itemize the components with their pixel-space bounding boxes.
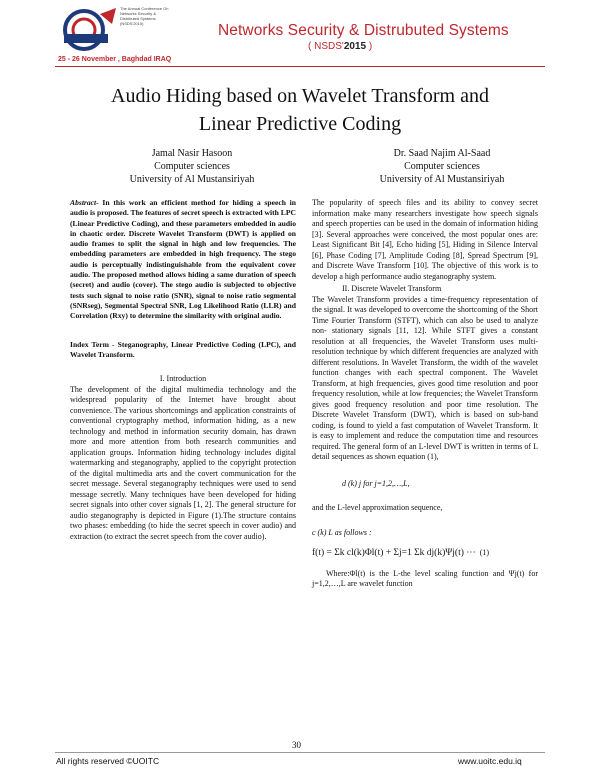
paper-title-line-1: Audio Hiding based on Wavelet Transform and xyxy=(111,85,489,107)
author-name: Jamal Nasir Hasoon xyxy=(151,148,233,159)
conference-short-close: ) xyxy=(366,41,373,52)
equation-1-number: (1) xyxy=(479,548,490,557)
paper-title xyxy=(60,82,540,138)
conference-year: 2015 xyxy=(343,41,367,52)
conference-short-name xyxy=(308,41,372,52)
conference-date: 25 - 26 November , Baghdad IRAQ xyxy=(58,56,172,63)
detail-sequence-line: d (k) j for j=1,2,…,L, xyxy=(342,478,410,488)
author-dept: Computer sciences xyxy=(154,161,230,172)
section-heading-dwt: II. Discrete Wavelet Transform xyxy=(342,284,442,293)
left-column xyxy=(70,198,296,542)
equation-1-body: f(t) = Σk cl(k)Φl(t) + Σj=1 Σk dj(k)Ψj(t) ⋯ xyxy=(312,548,476,558)
section-heading-introduction: I. Introduction xyxy=(159,374,207,384)
page-number: 30 xyxy=(292,740,301,750)
author-name: Dr. Saad Najim Al-Saad xyxy=(393,148,491,159)
footer-website: www.uoitc.edu.iq xyxy=(458,756,522,766)
header-divider xyxy=(55,66,545,67)
abstract-lead: Abstract- xyxy=(70,198,99,207)
where-paragraph: Where:Φl(t) is the L-the level scaling function and Ψj(t) for j=1,2,…,L are wavelet function xyxy=(312,568,538,588)
right-column xyxy=(312,198,538,590)
author-dept: Computer sciences xyxy=(404,161,480,172)
dwt-paragraph: The Wavelet Transform provides a time-frequency representation of the signal. It was developed to overcome the shortcoming of the Short Time Fourier Transform (STFT), which can also be used to analyze non- stationary signals [11, 12]. While STFT gives a constant resolution at all frequencies, the Wavelet Transform uses multi-resolution technique by which different frequencies are analyzed with different resolutions. In Wavelet Transform, the width of the wavelet function changes with each spectral component. The Wavelet Transform, at high frequencies, gives good time resolution and poor frequency resolution, while at low frequencies; the Wavelet Transform gives good frequency resolution and poor time resolution. The Discrete Wavelet Transform (DWT), which is based on sub-band coding, is found to yield a fast computation of Wavelet Transform. It is easy to implement and reduce the computation time and resources required. The general form of an L-level DWT is written in terms of L detail sequences as shown equation (1), xyxy=(312,294,538,461)
introduction-paragraph: The development of the digital multimedia technology and the widespread popularity of the Internet have brought about convenience. The various shortcomings and application constraints of conventional cryptography method, information hiding, as a new technology and method in information security domain, has drawn more and more attention from both research communities and application groups. Information hiding technology includes digital watermarking and steganography, applied to the copyright protection of the digital multimedia arts and the covert communication for the secret message. Several steganography techniques were used to send message secretly. Many techniques have been developed for hiding secret signals into other cover signals [1, 2]. The general structure for audio steganography is depicted in Figure (1).The structure contains two phases: embedding (to hide the secret speech in cover audio) and extraction (to extract the secret speech from the cover audio). xyxy=(70,384,296,541)
index-terms: Index Term - Steganography, Linear Predictive Coding (LPC), and Wavelet Transform. xyxy=(70,339,296,359)
conference-short-open: ( NSDS' xyxy=(308,41,344,52)
footer-divider xyxy=(55,752,545,753)
author-univ: University of Al Mustansiriyah xyxy=(379,174,505,185)
conference-small-caption: The Annual Conference On Networks Security & Distributed Systems (NSDS'2015) xyxy=(120,6,169,26)
ck-line: c (k) L as follows : xyxy=(312,527,372,537)
author-block-1 xyxy=(92,147,292,186)
approximation-sequence-line: and the L-level approximation sequence, xyxy=(312,503,443,512)
paper-title-line-2: Linear Predictive Coding xyxy=(198,113,402,135)
author-block-2 xyxy=(342,147,542,186)
equation-1 xyxy=(312,548,538,559)
abstract-text: In this work an efficient method for hiding a speech in audio is proposed. The features of secret speech is extracted with LPC (Linear Predictive Coding), and these parameters embedded in audio in chaotic order. Discrete Wavelet Transform (DWT) is applied on audio frames to split the signal in high and low frequencies. The embedding parameters are embedded in high frequency. The stego audio is perceptually indistinguishable from the equivalent cover audio. The proposed method allows hiding a same duration of speech (secret) and audio (cover). The stego audio is subjected to objective tests such signal to noise ratio (SNR), signal to noise ratio segmental (SNRseg), Segmental Spectral SNR, Log Likelihood Ratio (LLR) and Correlation (Rxy) to determine the similarity with original audio. xyxy=(70,198,296,321)
conference-title: Networks Security & Distrubuted Systems xyxy=(218,22,509,39)
conference-header xyxy=(0,0,600,70)
introduction-paragraph-continued: The popularity of speech files and its ability to convey secret information make many researchers investigate how speech signals and speech properties can be used in the domain of information hiding [3]. Several approaches were conceived, the most popular ones are: Least Significant Bit [4], Echo hiding [5], Hiding in Silence Interval [6], Phase Coding [7], Amplitude Coding [8], Spread Spectrum [9], and Discrete Wave Transform [10]. The objective of this work is to develop a high performance audio steganography system. xyxy=(312,198,538,281)
footer-rights: All rights reserved ©UOITC xyxy=(56,756,160,766)
conference-logo-icon xyxy=(60,6,120,56)
author-univ: University of Al Mustansiriyah xyxy=(129,174,255,185)
abstract xyxy=(70,198,296,322)
